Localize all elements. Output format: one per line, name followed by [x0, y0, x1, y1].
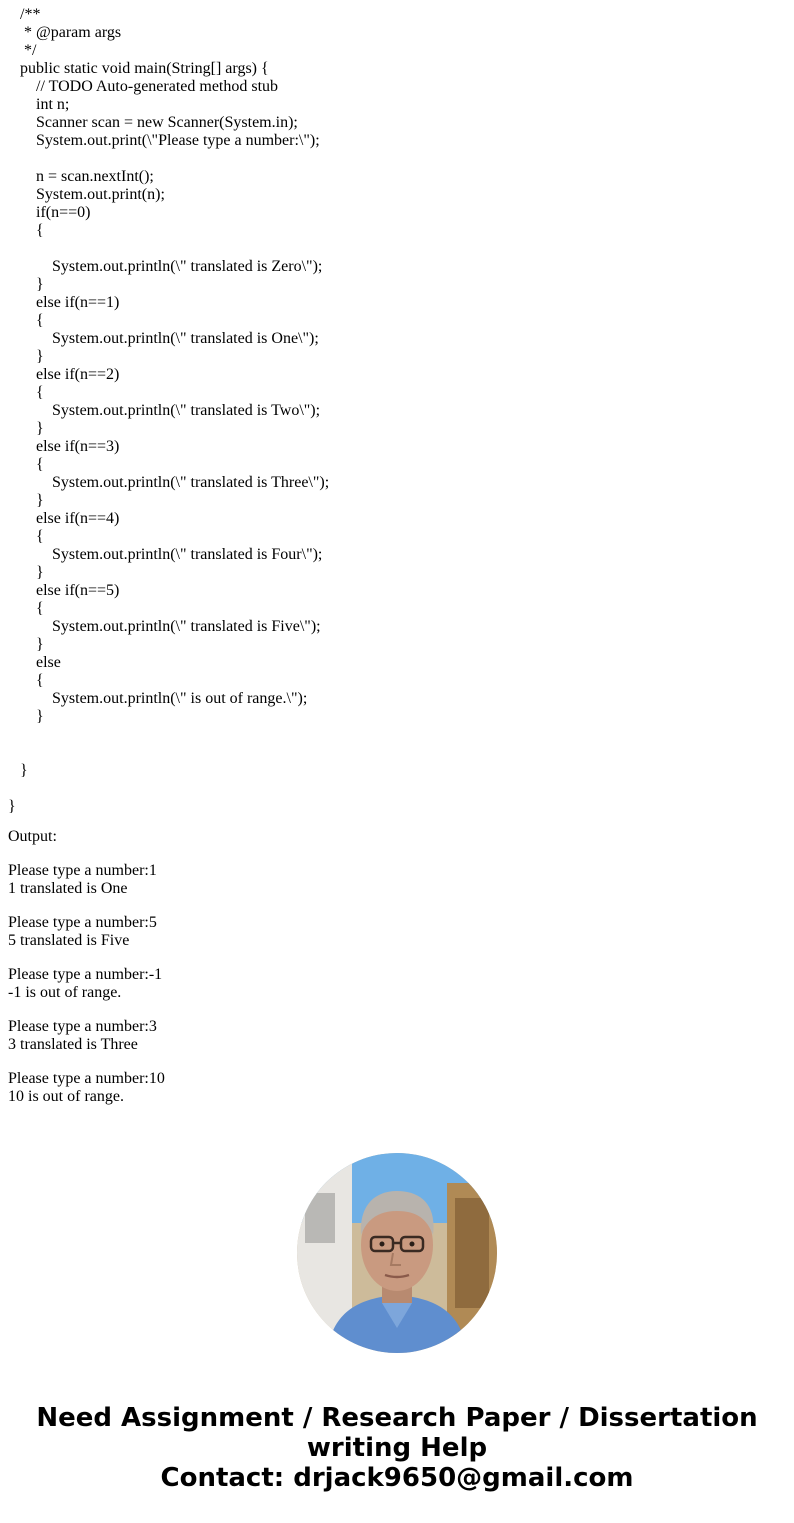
output-heading: Output:	[8, 828, 57, 845]
promo-line-1: Need Assignment / Research Paper / Dissertation	[36, 1403, 758, 1433]
code-line: System.out.println(\" translated is Five\");	[8, 618, 321, 635]
code-line: }	[8, 420, 44, 437]
output-result-line: 1 translated is One	[8, 880, 128, 897]
output-runs	[8, 862, 768, 1106]
code-line: else if(n==2)	[8, 366, 120, 383]
output-prompt-line: Please type a number:1	[8, 862, 157, 879]
promo-banner	[0, 1403, 794, 1493]
code-line: System.out.print(n);	[8, 186, 165, 203]
code-line: Scanner scan = new Scanner(System.in);	[8, 114, 298, 131]
output-run	[8, 862, 768, 898]
code-line: System.out.println(\" translated is Four\");	[8, 546, 323, 563]
code-line: public static void main(String[] args) {	[8, 60, 269, 77]
code-line: }	[8, 276, 44, 293]
output-prompt-line: Please type a number:5	[8, 914, 157, 931]
code-line: {	[8, 312, 44, 329]
code-line: }	[8, 708, 44, 725]
code-line: System.out.println(\" translated is Zero\");	[8, 258, 323, 275]
code-line	[8, 726, 768, 744]
code-line	[8, 240, 768, 258]
code-line: * @param args	[8, 24, 122, 41]
code-line: else	[8, 654, 61, 671]
output-result-line: 10 is out of range.	[8, 1088, 124, 1105]
code-line: }	[8, 762, 28, 779]
output-prompt-line: Please type a number:3	[8, 1018, 157, 1035]
output-prompt-line: Please type a number:-1	[8, 966, 163, 983]
output-result-line: -1 is out of range.	[8, 984, 122, 1001]
output-prompt-line: Please type a number:10	[8, 1070, 165, 1087]
code-line	[8, 150, 768, 168]
code-line: n = scan.nextInt();	[8, 168, 154, 185]
code-line: else if(n==5)	[8, 582, 120, 599]
code-line: {	[8, 222, 44, 239]
output-run	[8, 1070, 768, 1106]
author-portrait-image	[297, 1153, 497, 1353]
output-result-line: 3 translated is Three	[8, 1036, 138, 1053]
code-listing	[8, 6, 768, 816]
output-run	[8, 1018, 768, 1054]
code-line: /**	[8, 6, 41, 23]
code-line: System.out.println(\" translated is Three\");	[8, 474, 330, 491]
code-line: // TODO Auto-generated method stub	[8, 78, 279, 95]
code-line: {	[8, 672, 44, 689]
code-line	[8, 780, 768, 798]
code-line: else if(n==3)	[8, 438, 120, 455]
output-run	[8, 966, 768, 1002]
promo-contact: Contact: drjack9650@gmail.com	[160, 1463, 634, 1493]
code-line: }	[8, 798, 16, 815]
code-line: {	[8, 456, 44, 473]
code-line: System.out.println(\" is out of range.\");	[8, 690, 308, 707]
output-section	[8, 828, 768, 1122]
code-line: if(n==0)	[8, 204, 91, 221]
author-avatar	[297, 1153, 497, 1353]
code-line: {	[8, 600, 44, 617]
code-line: {	[8, 528, 44, 545]
code-line: }	[8, 348, 44, 365]
output-run	[8, 914, 768, 950]
code-line: int n;	[8, 96, 70, 113]
code-line: System.out.println(\" translated is Two\");	[8, 402, 321, 419]
code-line: else if(n==1)	[8, 294, 120, 311]
code-line: System.out.println(\" translated is One\");	[8, 330, 319, 347]
code-line: }	[8, 564, 44, 581]
output-result-line: 5 translated is Five	[8, 932, 130, 949]
code-line: else if(n==4)	[8, 510, 120, 527]
code-line: {	[8, 384, 44, 401]
code-line	[8, 744, 768, 762]
code-line: */	[8, 42, 37, 59]
code-line: }	[8, 492, 44, 509]
code-line: }	[8, 636, 44, 653]
promo-line-2: writing Help	[306, 1433, 488, 1463]
code-line: System.out.print(\"Please type a number:\");	[8, 132, 320, 149]
